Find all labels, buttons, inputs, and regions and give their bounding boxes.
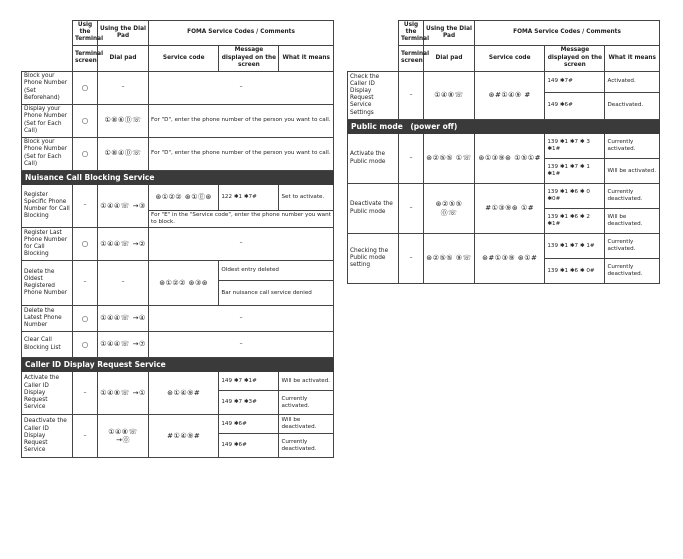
screen-message: 122 ✱1 ✱7# <box>219 185 279 211</box>
table-row <box>22 306 334 332</box>
terminal-available-icon: ○ <box>73 332 98 358</box>
screen-message: 139 ✱1 ✱7 ✱ 1# <box>545 234 605 259</box>
terminal-value: – <box>73 261 98 306</box>
terminal-value: – <box>73 185 98 228</box>
service-code: #①③⑨⊛ ①# <box>475 184 545 234</box>
header-foma-codes: FOMA Service Codes / Comments <box>149 21 334 46</box>
meaning-text: Will be deactivated. <box>605 209 660 234</box>
header-meaning: What it means <box>279 45 334 71</box>
table-row <box>22 71 334 104</box>
terminal-value: – <box>73 415 98 458</box>
row-label: Clear Call Blocking List <box>22 332 73 358</box>
screen-message: 149 ✱7 ✱3# <box>219 391 279 415</box>
dial-pad-value: ①④⑧☏ <box>424 71 475 119</box>
row-label: Register Last Phone Number for Call Blocking <box>22 228 73 261</box>
terminal-available-icon: ○ <box>73 137 98 170</box>
screen-message: 139 ✱1 ✱7 ✱ 1 ✱1# <box>545 159 605 184</box>
row-label: Delete the Oldest Registered Phone Number <box>22 261 73 306</box>
comment-text: – <box>149 71 334 104</box>
terminal-value: – <box>399 134 424 184</box>
header-terminal-screen: Terminal screen <box>73 45 98 71</box>
header-message: Message displayed on the screen <box>219 45 279 71</box>
corner-cell <box>22 21 73 72</box>
service-code: ⊛①④⑨# <box>149 372 219 415</box>
header-service-code: Service code <box>475 45 545 71</box>
terminal-value: – <box>73 372 98 415</box>
table-row <box>22 137 334 170</box>
dial-pad-value: ⊛②⑤⑤ ⓪☏ <box>424 184 475 234</box>
dial-pad-value: ⊛②⑤⑤ ①☏ <box>424 134 475 184</box>
row-label: Checking the Public mode setting <box>348 234 399 284</box>
left-service-table <box>21 20 334 458</box>
screen-message: 149 ✱6# <box>219 434 279 458</box>
meaning-text: Will be activated. <box>605 159 660 184</box>
meaning-text: Will be deactivated. <box>279 415 334 434</box>
dial-pad-value: – <box>98 261 149 306</box>
row-label: Display your Phone Number (Set for Each Call) <box>22 104 73 137</box>
service-code: ⊛①②② ⊛③⊛ <box>149 261 219 306</box>
service-code: ⊛#①③⑨ ⊛①# <box>475 234 545 284</box>
right-service-table <box>347 20 660 284</box>
table-row <box>22 261 334 281</box>
dial-pad-value: ⊛②⑤⑤ ⑨☏ <box>424 234 475 284</box>
header-message: Message displayed on the screen <box>545 45 605 71</box>
meaning-text: Deactivated. <box>605 92 660 119</box>
dial-pad-value: ①④⑧☏ →⓪ <box>98 415 149 458</box>
service-code: #①④⑨# <box>149 415 219 458</box>
table-row <box>22 372 334 391</box>
dial-pad-value: – <box>98 71 149 104</box>
table-row <box>22 415 334 434</box>
dial-pad-value: ①④④☏ →② <box>98 228 149 261</box>
row-label: Activate the Public mode <box>348 134 399 184</box>
meaning-text: Currently activated. <box>605 234 660 259</box>
meaning-text: Will be activated. <box>279 372 334 391</box>
screen-message: 139 ✱1 ✱7 ✱ 3 ✱1# <box>545 134 605 159</box>
screen-message: 149 ✱7 ✱1# <box>219 372 279 391</box>
corner-cell <box>348 21 399 72</box>
row-label: Deactivate the Public mode <box>348 184 399 234</box>
service-code: ⊛①②② ⊛①Ⓔ⊛ <box>149 185 219 211</box>
comment-text: – <box>149 306 334 332</box>
section-heading-public-mode: Public mode (power off) <box>348 119 660 133</box>
comment-text: For "D", enter the phone number of the person you want to call. <box>149 104 334 137</box>
meaning-text: Currently deactivated. <box>605 259 660 284</box>
table-row <box>348 71 660 92</box>
header-dial-pad: Dial pad <box>98 45 149 71</box>
section-heading-nuisance: Nuisance Call Blocking Service <box>22 170 334 184</box>
meaning-text: Currently deactivated. <box>605 184 660 209</box>
dial-pad-value: ①⑧④Ⓓ☏ <box>98 137 149 170</box>
row-label: Deactivate the Caller ID Display Request Service <box>22 415 73 458</box>
row-label: Check the Caller ID Display Request Service Settings <box>348 71 399 119</box>
service-code: ⊛#①④⑨ # <box>475 71 545 119</box>
dial-pad-value: ①⑧⑥Ⓓ☏ <box>98 104 149 137</box>
table-row <box>22 332 334 358</box>
header-using-dialpad: Using the Dial Pad <box>98 21 149 46</box>
header-using-dialpad: Using the Dial Pad <box>424 21 475 46</box>
table-row <box>348 134 660 159</box>
dial-pad-value: ①④④☏ →③ <box>98 185 149 228</box>
service-code: ⊛①③⑨⊛ ①⑤①# <box>475 134 545 184</box>
header-meaning: What it means <box>605 45 660 71</box>
table-row <box>22 104 334 137</box>
row-label: Delete the Latest Phone Number <box>22 306 73 332</box>
terminal-available-icon: ○ <box>73 306 98 332</box>
table-row <box>22 185 334 211</box>
row-label: Block your Phone Number (Set Beforehand) <box>22 71 73 104</box>
header-service-code: Service code <box>149 45 219 71</box>
header-foma-codes: FOMA Service Codes / Comments <box>475 21 660 46</box>
meaning-text: Currently deactivated. <box>279 434 334 458</box>
screen-message: 139 ✱1 ✱6 ✱ 0# <box>545 259 605 284</box>
meaning-text: Currently activated. <box>279 391 334 415</box>
dial-pad-value: ①④④☏ →⑦ <box>98 332 149 358</box>
screen-message: 149 ✱6# <box>545 92 605 119</box>
meaning-text: Activated. <box>605 71 660 92</box>
header-using-terminal: Usig the Terminal <box>399 21 424 46</box>
terminal-value: – <box>399 234 424 284</box>
comment-text: For "E" in the "Service code", enter the phone number you want to block. <box>149 211 334 228</box>
comment-text: – <box>149 228 334 261</box>
header-dial-pad: Dial pad <box>424 45 475 71</box>
terminal-value: – <box>399 184 424 234</box>
terminal-value: – <box>399 71 424 119</box>
screen-message: Bar nuisance call service denied <box>219 281 334 306</box>
row-label: Activate the Caller ID Display Request Service <box>22 372 73 415</box>
table-row <box>348 184 660 209</box>
screen-message: 139 ✱1 ✱6 ✱ 2 ✱1# <box>545 209 605 234</box>
terminal-available-icon: ○ <box>73 228 98 261</box>
table-row <box>22 228 334 261</box>
terminal-available-icon: ○ <box>73 71 98 104</box>
dial-pad-value: ①④④☏ →④ <box>98 306 149 332</box>
meaning-text: Set to activate. <box>279 185 334 211</box>
header-terminal-screen: Terminal screen <box>399 45 424 71</box>
row-label: Block your Phone Number (Set for Each Call) <box>22 137 73 170</box>
screen-message: Oldest entry deleted <box>219 261 334 281</box>
comment-text: For "D", enter the phone number of the person you want to call. <box>149 137 334 170</box>
section-heading-callerid: Caller ID Display Request Service <box>22 358 334 372</box>
comment-text: – <box>149 332 334 358</box>
meaning-text: Currently activated. <box>605 134 660 159</box>
screen-message: 149 ✱6# <box>219 415 279 434</box>
screen-message: 139 ✱1 ✱6 ✱ 0 ✱0# <box>545 184 605 209</box>
table-row <box>348 234 660 259</box>
row-label: Register Specific Phone Number for Call Blocking <box>22 185 73 228</box>
dial-pad-value: ①④⑧☏ →① <box>98 372 149 415</box>
header-using-terminal: Usig the Terminal <box>73 21 98 46</box>
screen-message: 149 ✱7# <box>545 71 605 92</box>
terminal-available-icon: ○ <box>73 104 98 137</box>
